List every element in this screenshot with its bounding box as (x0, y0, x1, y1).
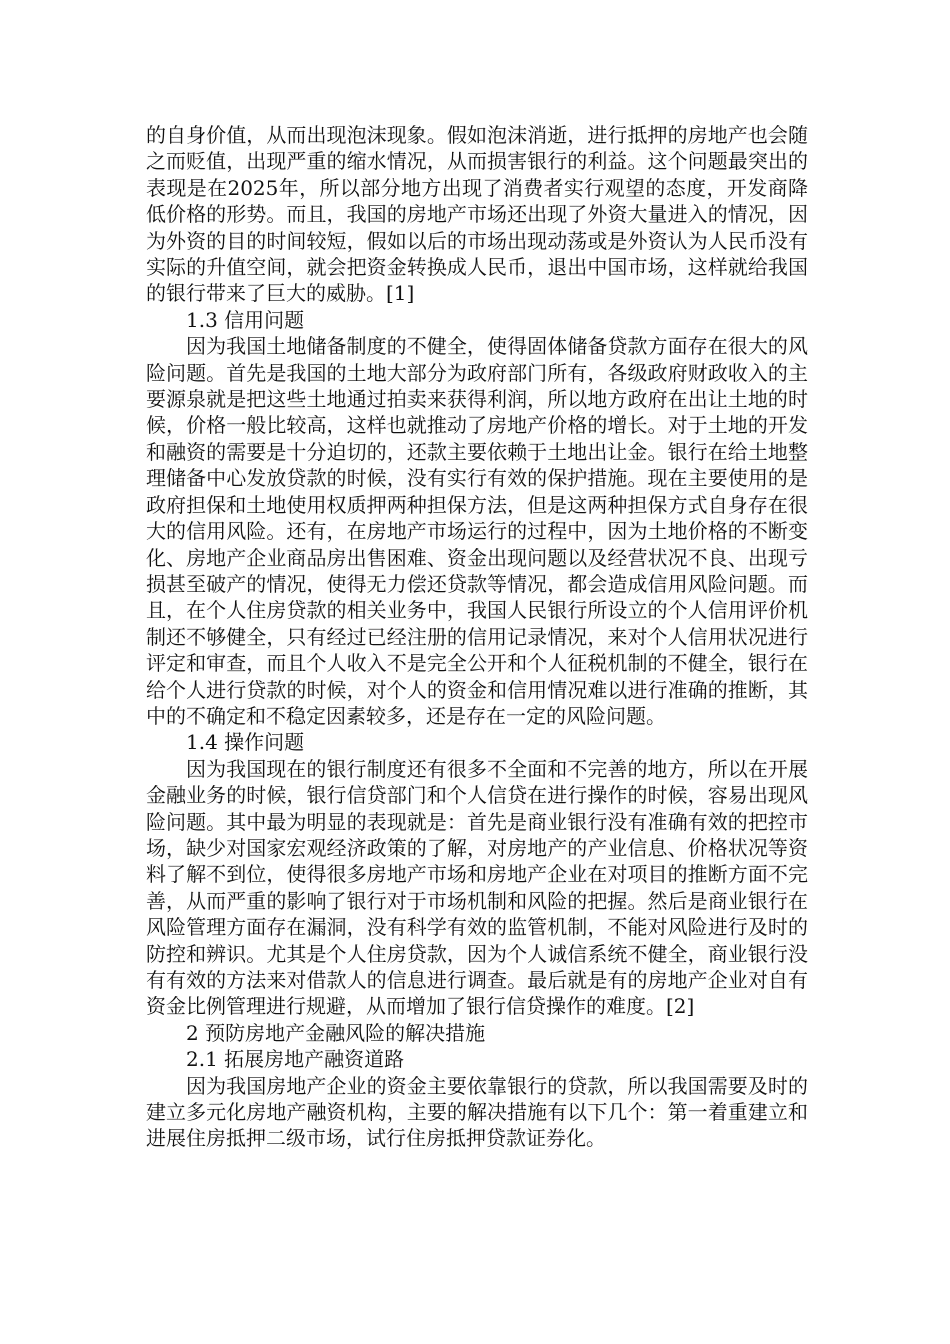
paragraph-credit-risk: 因为我国土地储备制度的不健全，使得固体储备贷款方面存在很大的风险问题。首先是我国的土地大部分为政府部门所有，各级政府财政收入的主要源泉就是把这些土地通过拍卖来获得利润，所以地方政府在出让土地的时候，价格一般比较高，这样也就推动了房地产价格的增长。对于土地的开发和融资的需要是十分迫切的，还款主要依赖于土地出让金。银行在给土地整理储备中心发放贷款的时候，没有实行有效的保护措施。现在主要使用的是政府担保和土地使用权质押两种担保方法，但是这两种担保方式自身存在很大的信用风险。还有，在房地产市场运行的过程中，因为土地价格的不断变化、房地产企业商品房出售困难、资金出现问题以及经营状况不良、出现亏损甚至破产的情况，使得无力偿还贷款等情况，都会造成信用风险问题。而且，在个人住房贷款的相关业务中，我国人民银行所设立的个人信用评价机制还不够健全，只有经过已经注册的信用记录情况，来对个人信用状况进行评定和审查，而且个人收入不是完全公开和个人征税机制的不健全，银行在给个人进行贷款的时候，对个人的资金和信用情况难以进行准确的推断，其中的不确定和不稳定因素较多，还是存在一定的风险问题。 (146, 334, 808, 728)
paragraph-financing: 因为我国房地产企业的资金主要依靠银行的贷款，所以我国需要及时的建立多元化房地产融资机构，主要的解决措施有以下几个：第一着重建立和进展住房抵押二级市场，试行住房抵押贷款证券化。 (146, 1073, 808, 1151)
section-heading-1-4: 1.4 操作问题 (186, 730, 305, 755)
document-page (146, 122, 808, 1152)
paragraph-operation-risk: 因为我国现在的银行制度还有很多不全面和不完善的地方，所以在开展金融业务的时候，银行信贷部门和个人信贷在进行操作的时候，容易出现风险问题。其中最为明显的表现就是：首先是商业银行没有准确有效的把控市场，缺少对国家宏观经济政策的了解，对房地产的产业信息、价格状况等资料了解不到位，使得很多房地产市场和房地产企业在对项目的推断方面不完善，从而严重的影响了银行对于市场机制和风险的把握。然后是商业银行在风险管理方面存在漏洞，没有科学有效的监管机制，不能对风险进行及时的防控和辨识。尤其是个人住房贷款，因为个人诚信系统不健全，商业银行没有有效的方法来对借款人的信息进行调查。最后就是有的房地产企业对自有资金比例管理进行规避，从而增加了银行信贷操作的难度。[2] (146, 756, 808, 1019)
paragraph-continuation: 的自身价值，从而出现泡沫现象。假如泡沫消逝，进行抵押的房地产也会随之而贬值，出现严重的缩水情况，从而损害银行的利益。这个问题最突出的表现是在2025年，所以部分地方出现了消费者实行观望的态度，开发商降低价格的形势。而且，我国的房地产市场还出现了外资大量进入的情况，因为外资的目的时间较短，假如以后的市场出现动荡或是外资认为人民币没有实际的升值空间，就会把资金转换成人民币，退出中国市场，这样就给我国的银行带来了巨大的威胁。[1] (146, 123, 808, 306)
section-heading-2-1: 2.1 拓展房地产融资道路 (186, 1047, 405, 1072)
section-heading-1-3: 1.3 信用问题 (186, 307, 305, 332)
section-heading-2: 2 预防房地产金融风险的解决措施 (186, 1020, 486, 1045)
